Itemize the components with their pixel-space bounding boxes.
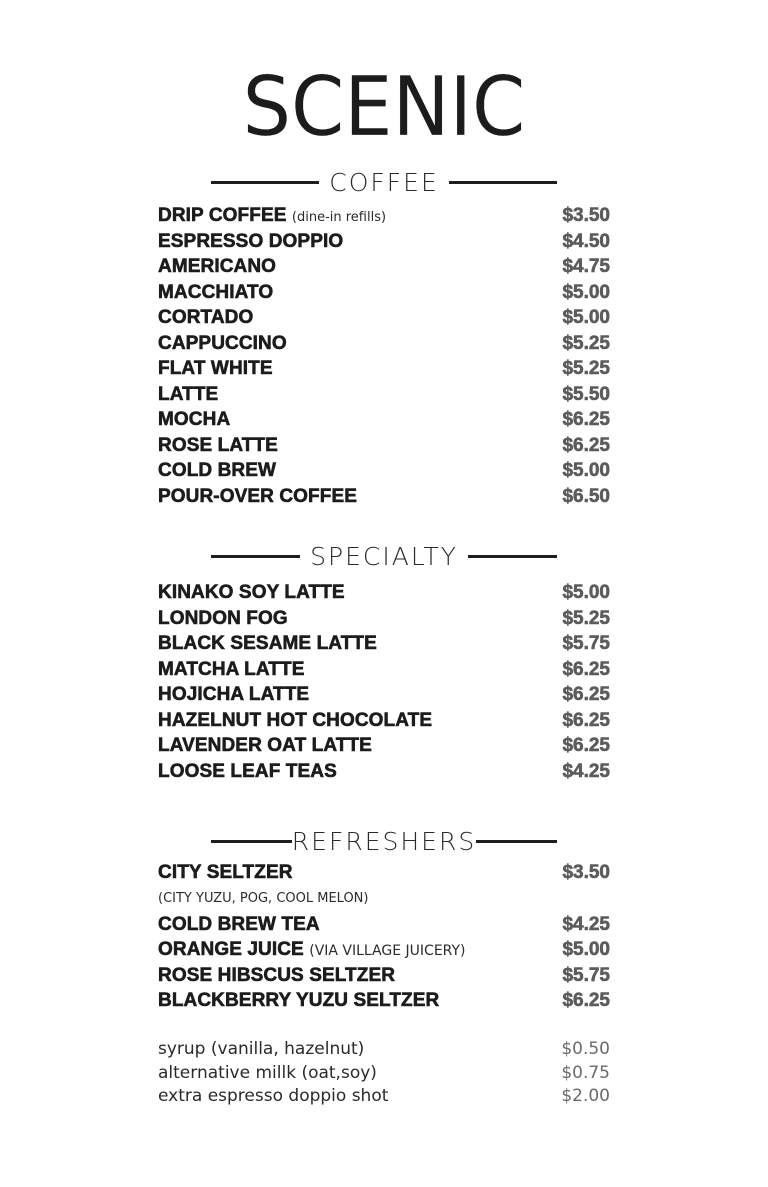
heading-rule-left xyxy=(211,181,319,184)
item-price: $4.50 xyxy=(562,230,610,252)
item-name: COLD BREW xyxy=(158,460,277,481)
item-name: BLACKBERRY YUZU SELTZER xyxy=(158,990,440,1011)
menu-item xyxy=(158,860,610,886)
menu-item xyxy=(158,331,610,357)
section-title: COFFEE xyxy=(329,167,439,197)
item-name: MATCHA LATTE xyxy=(158,658,305,680)
item-price: $5.00 xyxy=(562,281,610,303)
menu-item xyxy=(158,356,610,382)
menu-item xyxy=(158,458,610,484)
menu-item xyxy=(158,407,610,433)
item-name: ROSE LATTE xyxy=(158,434,278,456)
item-price: $6.50 xyxy=(562,485,610,507)
item-name: CAPPUCCINO xyxy=(158,332,287,354)
item-price: $4.25 xyxy=(562,913,610,935)
item-name: FLAT WHITE xyxy=(158,358,273,379)
heading-rule-left xyxy=(211,840,292,843)
heading-rule-right xyxy=(476,840,557,843)
item-flavors-note: (CITY YUZU, POG, COOL MELON) xyxy=(158,890,369,906)
item-name: LONDON FOG xyxy=(158,607,288,629)
add-on-item xyxy=(158,1038,610,1062)
menu-item xyxy=(158,937,610,963)
item-price: $5.75 xyxy=(562,633,610,654)
item-price: $5.75 xyxy=(562,964,610,986)
menu-item xyxy=(158,254,610,280)
item-price: $6.25 xyxy=(562,434,610,456)
add-on-name: syrup (vanilla, hazelnut) xyxy=(158,1039,365,1059)
menu-item xyxy=(158,305,610,331)
item-name: HAZELNUT HOT CHOCOLATE xyxy=(158,709,433,731)
item-name: LATTE xyxy=(158,383,219,405)
menu-item xyxy=(158,631,610,657)
menu-item xyxy=(158,580,610,606)
item-name: ESPRESSO DOPPIO xyxy=(158,230,344,252)
menu-item xyxy=(158,484,610,510)
add-on-name: extra espresso doppio shot xyxy=(158,1086,389,1106)
item-name: COLD BREW TEA xyxy=(158,913,320,935)
item-name: MOCHA xyxy=(158,409,231,430)
item-name: MACCHIATO xyxy=(158,281,274,303)
item-name: ROSE HIBSCUS SELTZER xyxy=(158,964,396,986)
add-on-price: $0.50 xyxy=(561,1039,610,1059)
item-name: AMERICANO xyxy=(158,256,277,277)
menu-item xyxy=(158,203,610,229)
refreshers-menu-list xyxy=(158,860,610,1014)
item-price: $6.25 xyxy=(562,990,610,1011)
item-price: $6.25 xyxy=(562,658,610,680)
item-name: CORTADO xyxy=(158,307,254,328)
item-name: ORANGE JUICE xyxy=(158,939,304,960)
cafe-title-text: SCENIC xyxy=(242,60,526,155)
item-name: HOJICHA LATTE xyxy=(158,684,310,705)
menu-item xyxy=(158,912,610,938)
add-ons-list xyxy=(158,1038,610,1109)
item-price: $3.50 xyxy=(562,205,610,226)
add-on-item xyxy=(158,1085,610,1109)
menu-item xyxy=(158,433,610,459)
item-name: POUR-OVER COFFEE xyxy=(158,485,358,507)
section-title: SPECIALTY xyxy=(310,541,458,571)
heading-rule-right xyxy=(468,555,557,558)
menu-item xyxy=(158,963,610,989)
item-price: $4.75 xyxy=(562,256,610,277)
add-on-price: $0.75 xyxy=(561,1062,610,1083)
item-price: $6.25 xyxy=(562,735,610,756)
item-note: (dine-in refills) xyxy=(291,210,387,225)
item-name: LAVENDER OAT LATTE xyxy=(158,735,372,756)
item-price: $5.50 xyxy=(562,383,610,405)
item-note: (VIA VILLAGE JUICERY) xyxy=(309,943,466,959)
item-name: KINAKO SOY LATTE xyxy=(158,582,345,603)
add-on-item xyxy=(158,1062,610,1086)
item-name: LOOSE LEAF TEAS xyxy=(158,760,337,782)
menu-item xyxy=(158,988,610,1014)
cafe-title xyxy=(0,58,768,158)
item-name: BLACK SESAME LATTE xyxy=(158,633,377,654)
menu-item xyxy=(158,280,610,306)
specialty-menu-list xyxy=(158,580,610,784)
item-price: $5.25 xyxy=(562,332,610,354)
item-price: $5.25 xyxy=(562,607,610,629)
item-price: $5.00 xyxy=(562,307,610,328)
add-on-name: alternative millk (oat,soy) xyxy=(158,1062,377,1083)
item-price: $3.50 xyxy=(562,862,610,883)
section-title: REFRESHERS xyxy=(291,826,477,856)
menu-item xyxy=(158,733,610,759)
section-heading-refreshers xyxy=(211,826,557,856)
menu-item xyxy=(158,229,610,255)
menu-item xyxy=(158,382,610,408)
heading-rule-left xyxy=(211,555,300,558)
coffee-menu-list xyxy=(158,203,610,509)
menu-item xyxy=(158,708,610,734)
item-name: CITY SELTZER xyxy=(158,862,293,883)
item-price: $5.00 xyxy=(562,582,610,603)
item-name: DRIP COFFEE xyxy=(158,205,287,226)
section-heading-specialty xyxy=(211,541,557,571)
menu-item xyxy=(158,657,610,683)
add-on-price: $2.00 xyxy=(561,1086,610,1106)
menu-item xyxy=(158,759,610,785)
menu-item xyxy=(158,606,610,632)
item-price: $5.00 xyxy=(562,939,610,960)
item-price: $6.25 xyxy=(562,409,610,430)
section-heading-coffee xyxy=(211,167,557,197)
item-price: $5.25 xyxy=(562,358,610,379)
item-price: $5.00 xyxy=(562,460,610,481)
item-price: $6.25 xyxy=(562,684,610,705)
item-price: $6.25 xyxy=(562,709,610,731)
menu-item xyxy=(158,682,610,708)
item-price: $4.25 xyxy=(562,760,610,782)
heading-rule-right xyxy=(449,181,557,184)
